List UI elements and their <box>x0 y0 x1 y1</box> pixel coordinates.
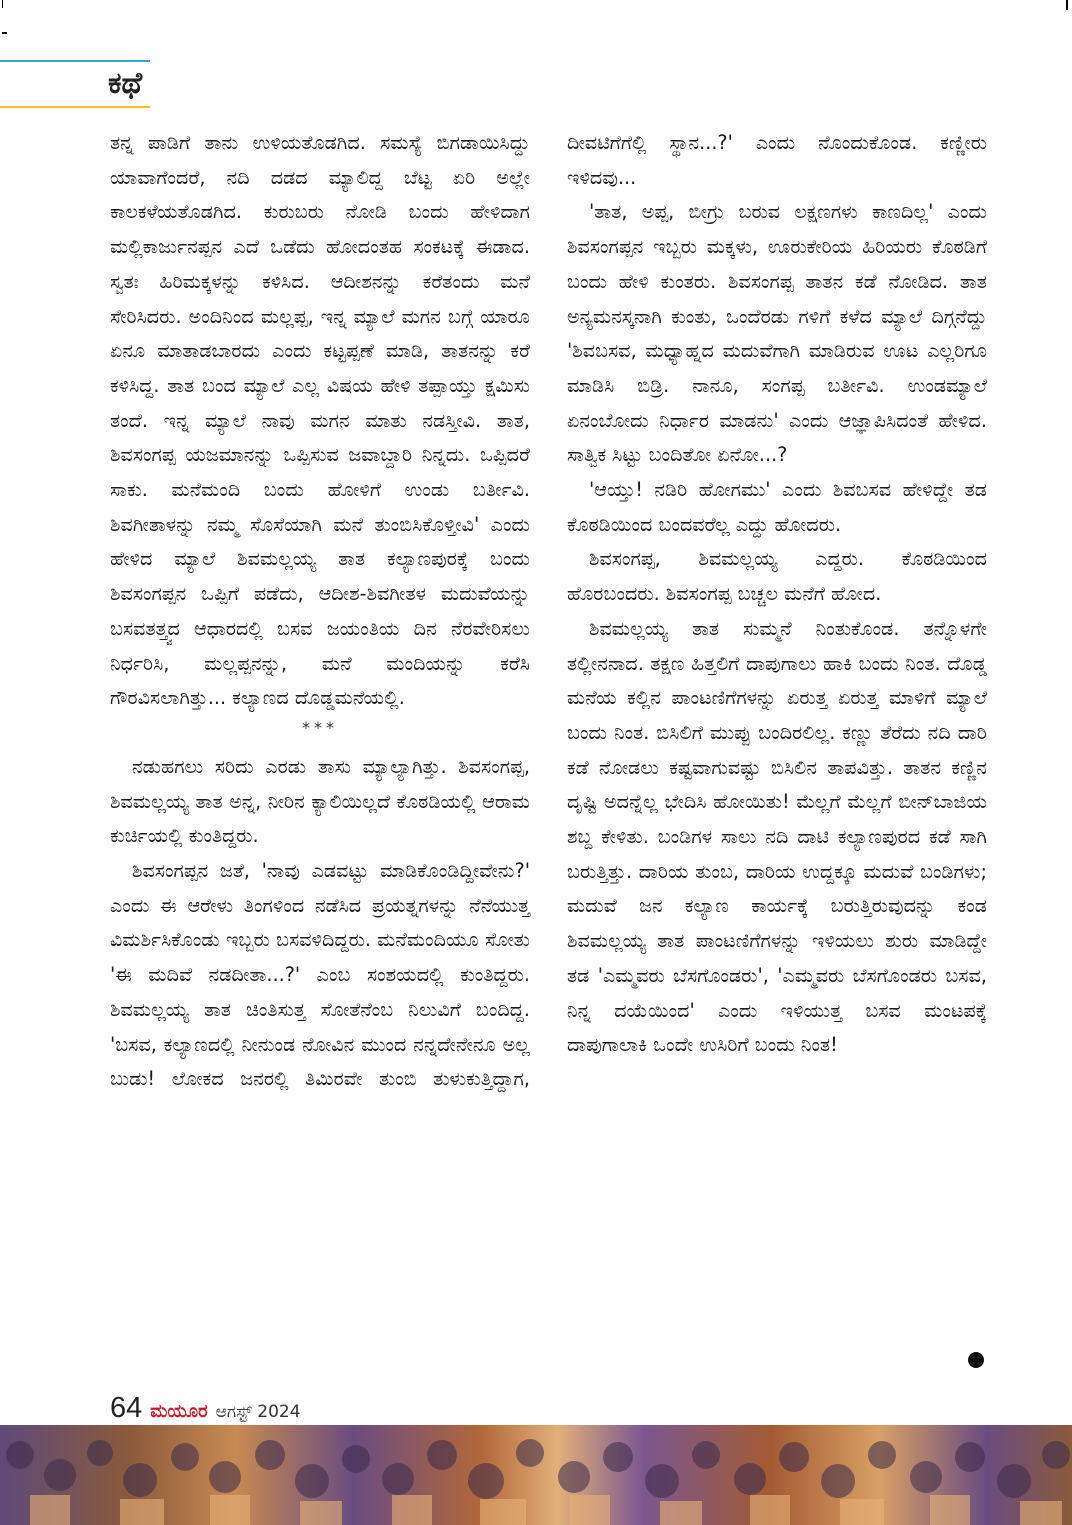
paragraph: ನಡುಹಗಲು ಸರಿದು ಎರಡು ತಾಸು ಮ್ಯಾಲ್ಯಾಗಿತ್ತು. ಶಿವಸಂಗಪ್ಪ, ಶಿವಮಲ್ಲಯ್ಯ ತಾತ ಅನ್ನ, ನೀರಿನ ಕ್ಯಾಲಿಯಿಲ್ಲದೆ ಕೊಠಡಿಯಲ್ಲಿ ಆರಾಮ ಕುರ್ಚಿಯಲ್ಲಿ ಕುಂತಿದ್ದರು. <box>110 754 530 848</box>
crop-mark-top-left <box>2 0 3 8</box>
section-rule-top <box>0 60 150 62</box>
section-title: ಕಥೆ <box>108 66 143 101</box>
paragraph: 'ಆಯ್ತು! ನಡಿರಿ ಹೋಗಮು' ಎಂದು ಶಿವಬಸವ ಹೇಳಿದ್ದೇ ತಡ ಕೊಠಡಿಯಿಂದ ಬಂದವರೆಲ್ಲ ಎದ್ದು ಹೋದರು. <box>567 478 987 536</box>
end-of-story-dot <box>968 1352 984 1368</box>
magazine-name: ಮಯೂರ <box>150 1401 208 1422</box>
page-number: 64 <box>110 1392 143 1424</box>
paragraph: 'ತಾತ, ಅಪ್ಪ, ಬೀಗ್ರು ಬರುವ ಲಕ್ಷಣಗಳು ಕಾಣದಿಲ್ಲ' ಎಂದು ಶಿವಸಂಗಪ್ಪನ ಇಬ್ಬರು ಮಕ್ಕಳು, ಊರುಕೇರಿಯ ಹಿರಿಯರು ಕೊಠಡಿಗೆ ಬಂದು ಹೇಳಿ ಕುಂತರು. ಶಿವಸಂಗಪ್ಪ ತಾತನ ಕಡೆ ನೋಡಿದ. ತಾತ ಅನ್ಯಮನಸ್ಕನಾಗಿ ಕುಂತು, ಒಂದೆರಡು ಗಳಿಗೆ ಕಳೆದ ಮ್ಯಾಲೆ ದಿಗ್ಗನೆದ್ದು 'ಶಿವಬಸವ, ಮಧ್ಯಾಹ್ನದ ಮದುವೆಗಾಗಿ ಮಾಡಿರುವ ಊಟ ಎಲ್ಲರಿಗೂ ಮಾಡಿಸಿ ಬಿಡ್ರಿ. ನಾನೂ, ಸಂಗಪ್ಪ ಬರ್ತೀವಿ. ಉಂಡಮ್ಯಾಲೆ ಏನಂಬೋದು ನಿರ್ಧಾರ ಮಾಡನು' ಎಂದು ಆಜ್ಞಾಪಿಸಿದಂತೆ ಹೇಳಿದ. ಸಾತ್ವಿಕ ಸಿಟ್ಟು ಬಂದಿತೋ ಏನೋ...? <box>567 200 987 467</box>
page-footer <box>110 1392 301 1425</box>
crowd-illustration <box>0 1425 1072 1525</box>
crop-mark-left <box>2 32 7 34</box>
decorative-art-strip <box>0 1425 1072 1525</box>
section-rule-bottom <box>0 106 150 108</box>
issue-date: ಆಗಸ್ಟ್ 2024 <box>215 1402 301 1422</box>
paragraph: ಶಿವಸಂಗಪ್ಪನ ಜತೆ, 'ನಾವು ಎಡವಟ್ಟು ಮಾಡಿಕೊಂಡಿದ್ದೀವೇನು?' ಎಂದು ಈ ಆರೇಳು ತಿಂಗಳಿಂದ ನಡೆಸಿದ ಪ್ರಯತ್ನಗಳನ್ನು ನೆನೆಯುತ್ತ ವಿಮರ್ಶಿಸಿಕೊಂಡು ಇಬ್ಬರು ಬಸವಳಿದಿದ್ದರು. ಮನೆಮಂದಿಯೂ ಸೋತು 'ಈ ಮದಿವೆ ನಡದೀತಾ...?' ಎಂಬ ಸಂಶಯದಲ್ಲಿ ಕುಂತಿದ್ದರು. ಶಿವಮಲ್ಲಯ್ಯ ತಾತ ಚಿಂತಿಸುತ್ತ ಸೋತೆನೆಂಬ ನಿಲುವಿಗೆ ಬಂದಿದ್ದ. 'ಬಸವ, ಕಲ್ಯಾಣದಲ್ಲಿ ನೀನುಂಡ ನೋವಿನ ಮುಂದ ನನ್ನದೇನೇನೂ ಅಲ್ಲ ಬುಡು! ಲೋಕದ ಜನರಲ್ಲಿ ತಿಮಿರವೇ ತುಂಬಿ ತುಳುಕುತ್ತಿದ್ದಾಗ, <box>110 859 530 1091</box>
paragraph: ತನ್ನ ಪಾಡಿಗೆ ತಾನು ಉಳಿಯತೊಡಗಿದ. ಸಮಸ್ಯೆ ಬಿಗಡಾಯಿಸಿದ್ದು ಯಾವಾಗೆಂದರೆ, ನದಿ ದಡದ ಮ್ಯಾಲಿದ್ದ ಬೆಟ್ಟ ಏರಿ ಅಲ್ಲೇ ಕಾಲಕಳೆಯತೊಡಗಿದ. ಕುರುಬರು ನೋಡಿ ಬಂದು ಹೇಳಿದಾಗ ಮಲ್ಲಿಕಾರ್ಜುನಪ್ಪನ ಎದೆ ಒಡೆದು ಹೋದಂತಹ ಸಂಕಟಕ್ಕೆ ಈಡಾದ. ಸ್ವತಃ ಹಿರಿಮಕ್ಕಳನ್ನು ಕಳಿಸಿದ. ಆದೀಶನನ್ನು ಕರೆತಂದು ಮನೆ ಸೇರಿಸಿದರು. ಅಂದಿನಿಂದ ಮಲ್ಲಪ್ಪ, ಇನ್ನ ಮ್ಯಾಲೆ ಮಗನ ಬಗ್ಗೆ ಯಾರೂ ಏನೂ ಮಾತಾಡಬಾರದು ಎಂದು ಕಟ್ಟಪ್ಪಣೆ ಮಾಡಿ, ತಾತನನ್ನು ಕರೆ ಕಳಿಸಿದ್ದ. ತಾತ ಬಂದ ಮ್ಯಾಲೆ ಎಲ್ಲ ವಿಷಯ ಹೇಳಿ ತಪ್ಪಾಯ್ತು ಕ್ಷಮಿಸು ತಂದೆ. ಇನ್ನ ಮ್ಯಾಲೆ ನಾವು ಮಗನ ಮಾತು ನಡಸ್ತೀವಿ. ತಾತ, ಶಿವಸಂಗಪ್ಪ ಯಜಮಾನನ್ನು ಒಪ್ಪಿಸುವ ಜವಾಬ್ದಾರಿ ನಿನ್ನದು. ಒಪ್ಪಿದರೆ ಸಾಕು. ಮನೆಮಂದಿ ಬಂದು ಹೋಳಿಗೆ ಉಂಡು ಬರ್ತೀವಿ. ಶಿವಗೀತಾಳನ್ನು ನಮ್ಮ ಸೊಸೆಯಾಗಿ ಮನೆ ತುಂಬಿಸಿಕೊಳ್ತೀವಿ' ಎಂದು ಹೇಳಿದ ಮ್ಯಾಲೆ ಶಿವಮಲ್ಲಯ್ಯ ತಾತ ಕಲ್ಯಾಣಪುರಕ್ಕೆ ಬಂದು ಶಿವಸಂಗಪ್ಪನ ಒಪ್ಪಿಗೆ ಪಡೆದು, ಆದೀಶ-ಶಿವಗೀತಳ ಮದುವೆಯನ್ನು ಬಸವತತ್ತ್ವದ ಆಧಾರದಲ್ಲಿ ಬಸವ ಜಯಂತಿಯ ದಿನ ನೆರವೇರಿಸಲು ನಿರ್ಧರಿಸಿ, ಮಲ್ಲಪ್ಪನನ್ನು, ಮನೆ ಮಂದಿಯನ್ನು ಕರೆಸಿ ಗೌರವಿಸಲಾಗಿತ್ತು... ಕಲ್ಯಾಣದ ದೊಡ್ಡಮನೆಯಲ್ಲಿ. <box>110 131 530 710</box>
paragraph: ಶಿವಮಲ್ಲಯ್ಯ ತಾತ ಸುಮ್ಮನೆ ನಿಂತುಕೊಂಡ. ತನ್ನೊಳಗೇ ತಲ್ಲೀನನಾದ. ತಕ್ಷಣ ಹಿತ್ತಲಿಗೆ ದಾಪುಗಾಲು ಹಾಕಿ ಬಂದು ನಿಂತ. ದೊಡ್ಡ ಮನೆಯ ಕಲ್ಲಿನ ಪಾಂಟಣಿಗೆಗಳನ್ನು ಏರುತ್ತ ಏರುತ್ತ ಮಾಳಿಗೆ ಮ್ಯಾಲೆ ಬಂದು ನಿಂತ. ಬಿಸಿಲಿಗೆ ಮುಪ್ಪು ಬಂದಿರಲಿಲ್ಲ. ಕಣ್ಣು ತೆರೆದು ನದಿ ದಾರಿ ಕಡೆ ನೋಡಲು ಕಷ್ಟವಾಗುವಷ್ಟು ಬಿಸಿಲಿನ ತಾಪವಿತ್ತು. ತಾತನ ಕಣ್ಣಿನ ದೃಷ್ಟಿ ಅದನ್ನೆಲ್ಲ ಭೇದಿಸಿ ಹೋಯಿತು! ಮೆಲ್ಲಗೆ ಮೆಲ್ಲಗೆ ಬೀನ್‌ಬಾಜಿಯ ಶಬ್ದ ಕೇಳಿತು. ಬಂಡಿಗಳ ಸಾಲು ನದಿ ದಾಟಿ ಕಲ್ಯಾಣಪುರದ ಕಡೆ ಸಾಗಿ ಬರುತ್ತಿತ್ತು. ದಾರಿಯ ತುಂಬ, ದಾರಿಯ ಉದ್ದಕ್ಕೂ ಮದುವೆ ಬಂಡಿಗಳು; ಮದುವೆ ಜನ ಕಲ್ಯಾಣ ಕಾರ್ಯಕ್ಕೆ ಬರುತ್ತಿರುವುದನ್ನು ಕಂಡ ಶಿವಮಲ್ಲಯ್ಯ ತಾತ ಪಾಂಟಣಿಗೆಗಳನ್ನು ಇಳಿಯಲು ಶುರು ಮಾಡಿದ್ದೇ ತಡ 'ಎಮ್ಮವರು ಬೆಸಗೊಂಡರು', 'ಎಮ್ಮವರು ಬೆಸಗೊಂಡರು ಬಸವ, ನಿನ್ನ ದಯೆಯಿಂದ' ಎಂದು ಇಳಿಯುತ್ತ ಬಸವ ಮಂಟಪಕ್ಕೆ ದಾಪುಗಾಲಾಕಿ ಒಂದೇ ಉಸಿರಿಗೆ ಬಂದು ನಿಂತ! <box>567 616 987 1057</box>
paragraph: ದೀವಟಿಗೆಗೆಲ್ಲಿ ಸ್ಥಾನ...?' ಎಂದು ನೊಂದುಕೊಂಡ. ಕಣ್ಣೀರು ಇಳಿದವು... <box>567 131 987 189</box>
section-separator: *** <box>302 717 338 737</box>
crop-mark-top-right <box>1066 0 1068 10</box>
left-column <box>110 126 530 1097</box>
paragraph: ಶಿವಸಂಗಪ್ಪ, ಶಿವಮಲ್ಲಯ್ಯ ಎದ್ದರು. ಕೊಠಡಿಯಿಂದ ಹೊರಬಂದರು. ಶಿವಸಂಗಪ್ಪ ಬಚ್ಚಲ ಮನೆಗೆ ಹೋದ. <box>567 547 987 606</box>
right-column <box>567 126 987 1063</box>
